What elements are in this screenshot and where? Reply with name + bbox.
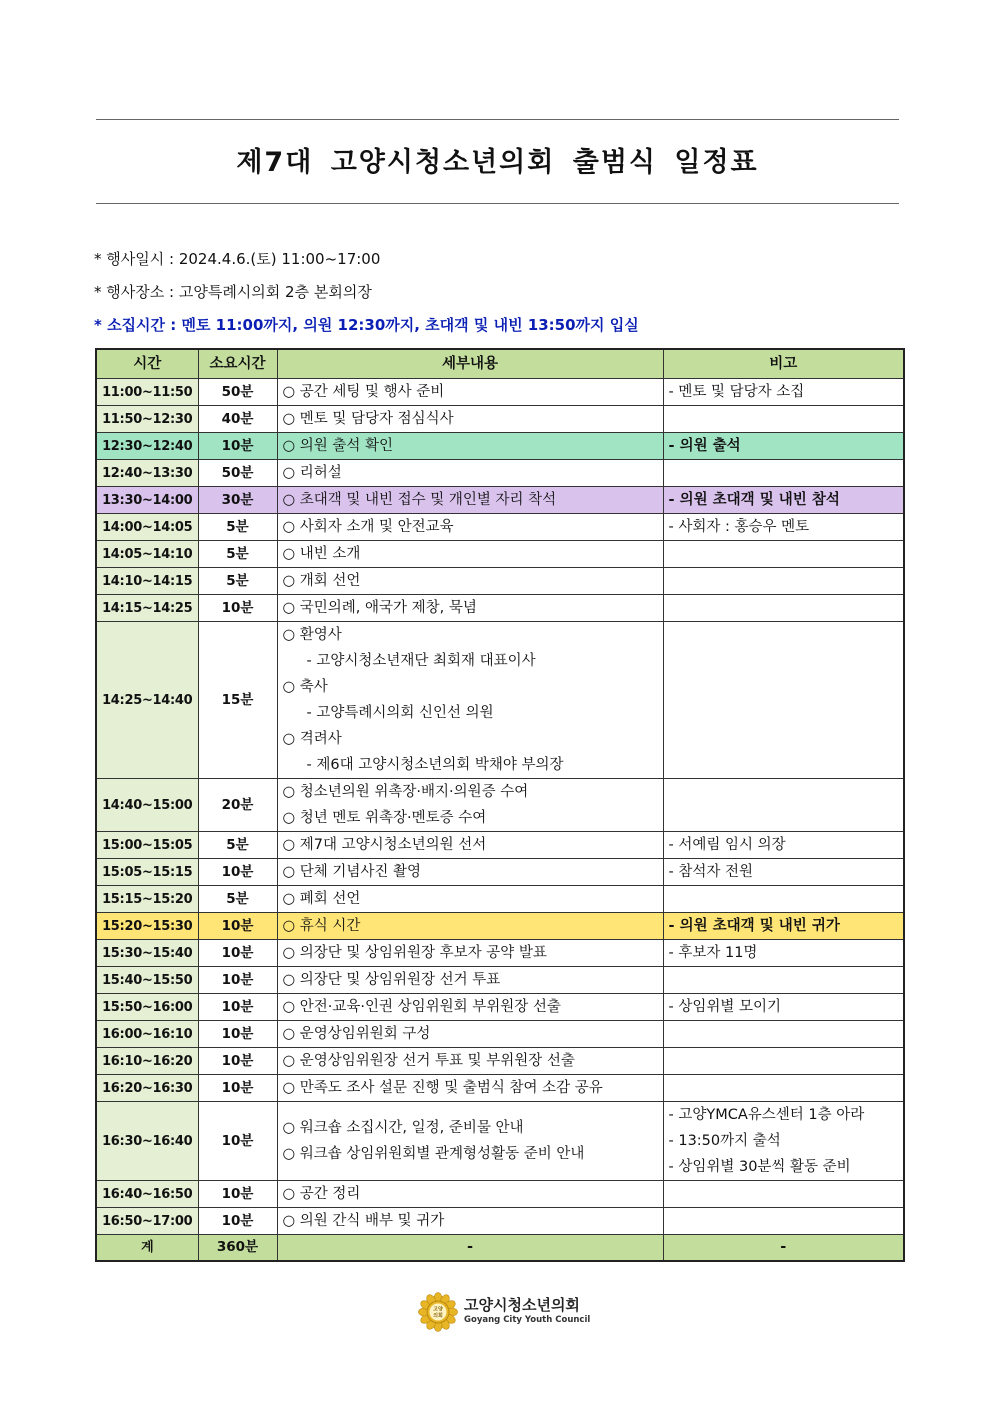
- schedule-table: [95, 348, 905, 1262]
- note-item: - 후보자 11명: [668, 945, 758, 961]
- detail-item: ○ 공간 세팅 및 행사 준비: [282, 384, 445, 400]
- detail-item: ○ 의원 출석 확인: [282, 438, 394, 454]
- row-time: 16:20~16:30: [96, 1075, 198, 1102]
- table-row: [96, 1048, 904, 1075]
- row-duration: 10분: [198, 433, 277, 460]
- row-time: 16:10~16:20: [96, 1048, 198, 1075]
- call-time-label: * 소집시간 :: [94, 316, 177, 334]
- row-note: [663, 967, 904, 994]
- row-detail: [277, 379, 663, 406]
- row-detail: [277, 1021, 663, 1048]
- detail-item: ○ 청년 멘토 위촉장·멘토증 수여: [282, 810, 487, 826]
- row-detail: [277, 940, 663, 967]
- row-detail: [277, 1048, 663, 1075]
- row-detail: [277, 406, 663, 433]
- detail-item: ○ 폐회 선언: [282, 891, 361, 907]
- row-note: [663, 1181, 904, 1208]
- row-note: [663, 406, 904, 433]
- row-time: 14:15~14:25: [96, 595, 198, 622]
- row-note: [663, 541, 904, 568]
- detail-item: ○ 워크숍 상임위원회별 관계형성활동 준비 안내: [282, 1146, 585, 1162]
- row-note: [663, 1048, 904, 1075]
- row-duration: 10분: [198, 1181, 277, 1208]
- row-note: [663, 487, 904, 514]
- row-time: 14:40~15:00: [96, 779, 198, 832]
- row-detail: [277, 595, 663, 622]
- row-duration: 10분: [198, 859, 277, 886]
- row-duration: 5분: [198, 832, 277, 859]
- detail-item: ○ 휴식 시간: [282, 918, 361, 934]
- row-time: 16:30~16:40: [96, 1102, 198, 1181]
- row-note: [663, 886, 904, 913]
- schedule-body: [96, 379, 904, 1262]
- row-note: [663, 1021, 904, 1048]
- detail-item: ○ 사회자 소개 및 안전교육: [282, 519, 454, 535]
- call-time-line: [94, 314, 639, 335]
- row-duration: 10분: [198, 967, 277, 994]
- table-row: [96, 859, 904, 886]
- detail-item: ○ 환영사: [282, 627, 342, 643]
- note-item: - 13:50까지 출석: [668, 1133, 781, 1149]
- row-note: [663, 779, 904, 832]
- detail-item: ○ 축사: [282, 679, 328, 695]
- table-row: [96, 1021, 904, 1048]
- row-duration: 40분: [198, 406, 277, 433]
- row-note: [663, 832, 904, 859]
- table-row: [96, 913, 904, 940]
- row-detail: [277, 913, 663, 940]
- table-header-row: [96, 349, 904, 379]
- detail-sub-item: - 제6대 고양시청소년의회 박채야 부의장: [306, 757, 564, 773]
- row-duration: 5분: [198, 568, 277, 595]
- row-note: [663, 460, 904, 487]
- row-duration: 10분: [198, 913, 277, 940]
- row-note: [663, 568, 904, 595]
- row-note: [663, 1102, 904, 1181]
- row-time: 12:40~13:30: [96, 460, 198, 487]
- row-detail: [277, 622, 663, 779]
- row-time: 15:20~15:30: [96, 913, 198, 940]
- row-time: 12:30~12:40: [96, 433, 198, 460]
- detail-item: ○ 제7대 고양시청소년의원 선서: [282, 837, 487, 853]
- note-item: - 서예림 임시 의장: [668, 837, 786, 853]
- detail-sub-item: - 고양시청소년재단 최회재 대표이사: [306, 653, 536, 669]
- top-rule: [96, 119, 899, 120]
- council-logo: [418, 1290, 591, 1334]
- table-row: [96, 622, 904, 779]
- table-row: [96, 487, 904, 514]
- row-detail: [277, 994, 663, 1021]
- note-item: - 상임위별 모이기: [668, 999, 781, 1015]
- row-time: 14:05~14:10: [96, 541, 198, 568]
- detail-item: ○ 단체 기념사진 촬영: [282, 864, 422, 880]
- row-duration: 50분: [198, 379, 277, 406]
- row-note: [663, 379, 904, 406]
- header-duration: 소요시간: [198, 349, 277, 379]
- council-emblem-icon: [418, 1292, 458, 1332]
- detail-item: ○ 내빈 소개: [282, 546, 361, 562]
- note-item: - 의원 초대객 및 내빈 참석: [668, 492, 840, 508]
- table-row: [96, 1102, 904, 1181]
- event-date-value: 2024.4.6.(토) 11:00~17:00: [178, 250, 381, 268]
- logo-name-ko: 고양시청소년의회: [464, 1296, 580, 1314]
- event-date-label: * 행사일시 :: [94, 250, 175, 268]
- total-note: -: [663, 1235, 904, 1262]
- row-duration: 5분: [198, 514, 277, 541]
- row-time: 16:00~16:10: [96, 1021, 198, 1048]
- total-label: 계: [96, 1235, 198, 1262]
- row-time: 16:50~17:00: [96, 1208, 198, 1235]
- note-item: - 사회자 : 홍승우 멘토: [668, 519, 810, 535]
- table-row: [96, 1075, 904, 1102]
- row-detail: [277, 1075, 663, 1102]
- detail-item: ○ 멘토 및 담당자 점심식사: [282, 411, 454, 427]
- note-item: - 의원 출석: [668, 438, 741, 454]
- row-duration: 10분: [198, 1102, 277, 1181]
- row-time: 15:05~15:15: [96, 859, 198, 886]
- row-time: 14:25~14:40: [96, 622, 198, 779]
- table-row: [96, 460, 904, 487]
- row-detail: [277, 859, 663, 886]
- row-note: [663, 1208, 904, 1235]
- detail-item: ○ 격려사: [282, 731, 342, 747]
- row-note: [663, 913, 904, 940]
- row-time: 16:40~16:50: [96, 1181, 198, 1208]
- detail-item: ○ 청소년의원 위촉장·배지·의원증 수여: [282, 784, 529, 800]
- detail-item: ○ 의원 간식 배부 및 귀가: [282, 1213, 445, 1229]
- row-detail: [277, 886, 663, 913]
- row-note: [663, 514, 904, 541]
- row-detail: [277, 541, 663, 568]
- page-title: 제7대 고양시청소년의회 출범식 일정표: [236, 147, 759, 178]
- row-time: 15:50~16:00: [96, 994, 198, 1021]
- detail-item: ○ 의장단 및 상임위원장 후보자 공약 발표: [282, 945, 547, 961]
- header-time: 시간: [96, 349, 198, 379]
- table-row: [96, 994, 904, 1021]
- row-duration: 15분: [198, 622, 277, 779]
- header-note: 비고: [663, 349, 904, 379]
- note-item: - 상임위별 30분씩 활동 준비: [668, 1159, 851, 1175]
- table-row: [96, 541, 904, 568]
- table-row: [96, 514, 904, 541]
- row-detail: [277, 1181, 663, 1208]
- row-detail: [277, 487, 663, 514]
- row-duration: 5분: [198, 886, 277, 913]
- row-detail: [277, 460, 663, 487]
- svg-text:의회: 의회: [433, 1313, 443, 1319]
- note-item: - 참석자 전원: [668, 864, 753, 880]
- detail-item: ○ 국민의례, 애국가 제창, 묵념: [282, 600, 477, 616]
- row-time: 15:40~15:50: [96, 967, 198, 994]
- row-duration: 10분: [198, 1021, 277, 1048]
- note-item: - 의원 초대객 및 내빈 귀가: [668, 918, 840, 934]
- note-item: - 고양YMCA유스센터 1층 아라: [668, 1107, 865, 1123]
- event-date-line: [94, 248, 380, 269]
- table-row: [96, 568, 904, 595]
- table-row: [96, 1208, 904, 1235]
- row-duration: 10분: [198, 994, 277, 1021]
- row-detail: [277, 568, 663, 595]
- row-detail: [277, 514, 663, 541]
- detail-item: ○ 만족도 조사 설문 진행 및 출범식 참여 소감 공유: [282, 1080, 603, 1096]
- row-time: 15:15~15:20: [96, 886, 198, 913]
- detail-item: ○ 안전·교육·인권 상임위원회 부위원장 선출: [282, 999, 561, 1015]
- total-row: [96, 1235, 904, 1262]
- detail-item: ○ 개회 선언: [282, 573, 361, 589]
- row-detail: [277, 967, 663, 994]
- row-duration: 5분: [198, 541, 277, 568]
- table-row: [96, 967, 904, 994]
- row-time: 15:30~15:40: [96, 940, 198, 967]
- title-rule: [96, 203, 899, 204]
- table-row: [96, 832, 904, 859]
- row-time: 14:00~14:05: [96, 514, 198, 541]
- table-row: [96, 1181, 904, 1208]
- total-detail: -: [277, 1235, 663, 1262]
- event-place-label: * 행사장소 :: [94, 283, 175, 301]
- logo-name-en: Goyang City Youth Council: [464, 1315, 591, 1325]
- detail-item: ○ 의장단 및 상임위원장 선거 투표: [282, 972, 501, 988]
- row-duration: 50분: [198, 460, 277, 487]
- table-row: [96, 595, 904, 622]
- detail-sub-item: - 고양특례시의회 신인선 의원: [306, 705, 494, 721]
- row-duration: 30분: [198, 487, 277, 514]
- row-note: [663, 595, 904, 622]
- row-note: [663, 940, 904, 967]
- detail-item: ○ 리허설: [282, 465, 342, 481]
- row-time: 15:00~15:05: [96, 832, 198, 859]
- row-note: [663, 1075, 904, 1102]
- row-detail: [277, 1102, 663, 1181]
- row-time: 11:00~11:50: [96, 379, 198, 406]
- svg-text:고양: 고양: [433, 1306, 443, 1313]
- table-row: [96, 379, 904, 406]
- row-duration: 10분: [198, 940, 277, 967]
- detail-item: ○ 운영상임위원회 구성: [282, 1026, 431, 1042]
- table-row: [96, 779, 904, 832]
- row-note: [663, 433, 904, 460]
- table-row: [96, 406, 904, 433]
- row-detail: [277, 1208, 663, 1235]
- row-note: [663, 622, 904, 779]
- event-place-line: [94, 281, 372, 302]
- table-row: [96, 433, 904, 460]
- row-time: 11:50~12:30: [96, 406, 198, 433]
- row-time: 14:10~14:15: [96, 568, 198, 595]
- row-note: [663, 994, 904, 1021]
- detail-item: ○ 운영상임위원장 선거 투표 및 부위원장 선출: [282, 1053, 575, 1069]
- note-item: - 멘토 및 담당자 소집: [668, 384, 805, 400]
- row-detail: [277, 433, 663, 460]
- row-duration: 10분: [198, 1048, 277, 1075]
- event-place-value: 고양특례시의회 2층 본회의장: [178, 283, 372, 301]
- detail-item: ○ 초대객 및 내빈 접수 및 개인별 자리 착석: [282, 492, 557, 508]
- row-time: 13:30~14:00: [96, 487, 198, 514]
- row-duration: 10분: [198, 1208, 277, 1235]
- row-note: [663, 859, 904, 886]
- call-time-value: 멘토 11:00까지, 의원 12:30까지, 초대객 및 내빈 13:50까지 입실: [181, 316, 639, 334]
- row-duration: 10분: [198, 1075, 277, 1102]
- table-row: [96, 886, 904, 913]
- row-duration: 10분: [198, 595, 277, 622]
- detail-item: ○ 워크숍 소집시간, 일정, 준비물 안내: [282, 1120, 524, 1136]
- table-row: [96, 940, 904, 967]
- row-detail: [277, 779, 663, 832]
- total-duration: 360분: [198, 1235, 277, 1262]
- detail-item: ○ 공간 정리: [282, 1186, 361, 1202]
- header-detail: 세부내용: [277, 349, 663, 379]
- row-detail: [277, 832, 663, 859]
- row-duration: 20분: [198, 779, 277, 832]
